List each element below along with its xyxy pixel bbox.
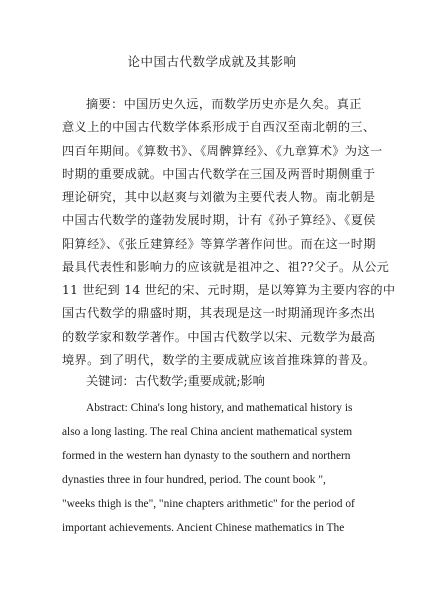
abstract-en-line: Abstract: China's long history, and mathematical history is [86,402,353,414]
abstract-cn-line: 阳算经》、《张丘建算经》等算学著作问世。而在这一时期 [62,236,376,251]
abstract-cn-line: 四百年期间。《算数书》、《周髀算经》、《九章算术》为这一 [62,143,383,158]
abstract-cn-line: 境界。到了明代，数学的主要成就应该首推珠算的普及。 [62,353,376,367]
abstract-cn-line: 时期的重要成就。中国古代数学在三国及两晋时期侧重于 [62,166,376,181]
abstract-en-line: dynasties three in four hundred, period. The count book ", [62,474,326,486]
page-title: 论中国古代数学成就及其影响 [127,54,297,69]
abstract-cn-line: 国古代数学的鼎盛时期，其表现是这一时期涌现许多杰出 [62,306,376,321]
abstract-cn-line: 的数学家和数学著作。中国古代数学以宋、元数学为最高 [62,329,376,344]
abstract-cn-line: 意义上的中国古代数学体系形成于自西汉至南北朝的三、 [62,120,376,135]
keywords: 关键词：古代数学;重要成就;影响 [86,374,265,388]
abstract-cn-line: 中国古代数学的蓬勃发展时期，计有《孙子算经》、《夏侯 [62,213,376,228]
abstract-en-line: important achievements. Ancient Chinese mathematics in The [62,522,345,534]
abstract-cn-line: 摘要：中国历史久远，而数学历史亦是久矣。真正 [86,97,362,111]
abstract-en-line: formed in the western han dynasty to the southern and northern [62,450,351,462]
abstract-cn-line: 11 世纪到 14 世纪的宋、元时期，是以筹算为主要内容的中 [62,283,396,298]
abstract-en-line: also a long lasting. The real China ancient mathematical system [62,426,353,438]
abstract-cn-line: 理论研究，其中以赵爽与刘徽为主要代表人物。南北朝是 [62,190,376,205]
abstract-cn-line: 最具代表性和影响力的应该就是祖冲之、祖??父子。从公元 [62,259,390,274]
abstract-en-line: "weeks thigh is the", "nine chapters arithmetic" for the period of [62,498,355,510]
